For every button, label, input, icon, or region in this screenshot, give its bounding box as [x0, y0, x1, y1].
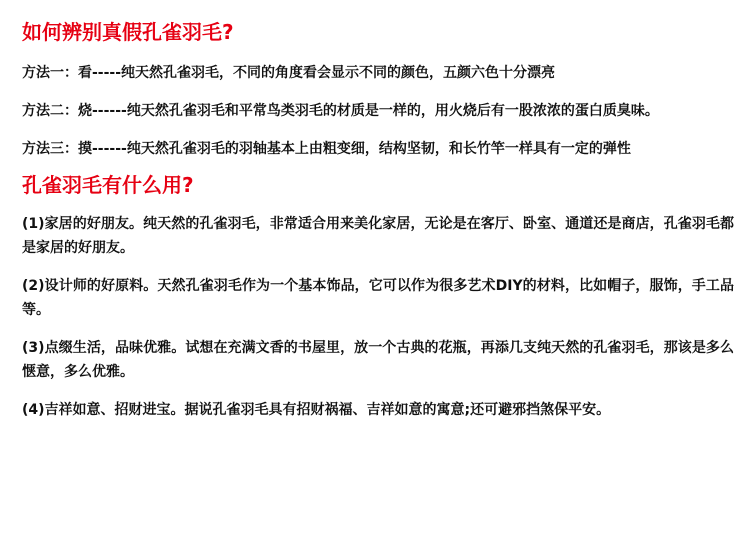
use-design-material-paragraph: (2)设计师的好原料。天然孔雀羽毛作为一个基本饰品，它可以作为很多艺术DIY的材料，比如帽子，服饰，手工品等。	[22, 278, 734, 318]
use-home-decor-paragraph: (1)家居的好朋友。纯天然的孔雀羽毛，非常适合用来美化家居，无论是在客厅、卧室、通道还是商店，孔雀羽毛都是家居的好朋友。	[22, 216, 734, 256]
article	[22, 18, 734, 422]
section-heading-feather-uses: 孔雀羽毛有什么用?	[22, 173, 194, 197]
use-good-fortune-paragraph: (4)吉祥如意、招财进宝。据说孔雀羽毛具有招财祸福、吉祥如意的寓意;还可避邪挡煞保平安。	[22, 402, 611, 418]
method-touch-paragraph: 方法三：摸------纯天然孔雀羽毛的羽轴基本上由粗变细，结构坚韧，和长竹竿一样具有一定的弹性	[22, 141, 631, 157]
method-look-paragraph: 方法一：看-----纯天然孔雀羽毛，不同的角度看会显示不同的颜色，五颜六色十分漂亮	[22, 65, 556, 81]
section-heading-identify-fake-feathers: 如何辨别真假孔雀羽毛?	[22, 20, 234, 44]
use-elegant-life-paragraph: (3)点缀生活，品味优雅。试想在充满文香的书屋里，放一个古典的花瓶，再添几支纯天然的孔雀羽毛，那该是多么惬意，多么优雅。	[22, 340, 734, 380]
method-burn-paragraph: 方法二：烧------纯天然孔雀羽毛和平常鸟类羽毛的材质是一样的，用火烧后有一股浓浓的蛋白质臭味。	[22, 103, 659, 119]
